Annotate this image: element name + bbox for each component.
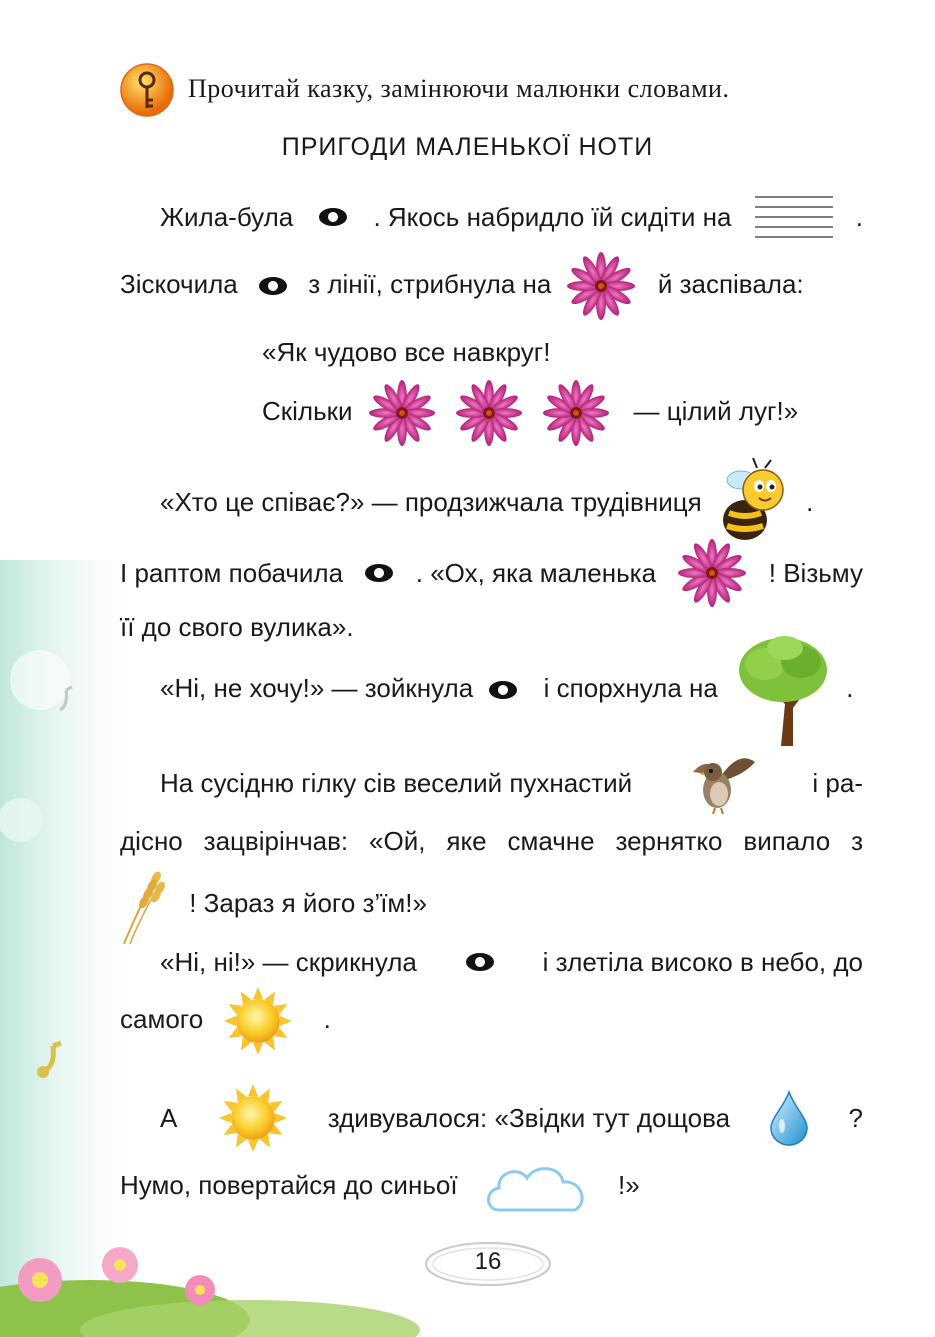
sun-icon (222, 985, 294, 1057)
story-line-1 (160, 194, 863, 240)
text: «Ні, не хочу!» — зойкнула (160, 672, 474, 703)
text: і ра- (812, 768, 863, 798)
story-title: ПРИГОДИ МАЛЕНЬКОЇ НОТИ (281, 133, 654, 161)
text: Жила-була (160, 202, 294, 232)
text: . (846, 672, 854, 703)
bird-icon (687, 752, 757, 814)
story-line-8 (160, 752, 863, 814)
note-icon (255, 275, 291, 297)
wheat-icon (116, 864, 168, 946)
decorative-flowers-bottom (0, 1210, 420, 1337)
text: з лінії, стрибнула на (308, 268, 552, 299)
text: . (855, 202, 863, 232)
staff-icon (755, 194, 833, 240)
flower-icon (675, 535, 749, 611)
story-line-14 (120, 1160, 640, 1214)
text: ! Зараз я його з’їм!» (189, 887, 427, 918)
flower-icon (368, 380, 436, 446)
instruction (120, 62, 840, 122)
text: І раптом побачила (120, 558, 344, 588)
note-icon (462, 951, 498, 973)
note-icon (316, 206, 350, 228)
flower-icon (542, 380, 610, 446)
text: !» (618, 1169, 640, 1200)
text: . Якось набридло їй сидіти на (373, 202, 732, 232)
text: самого (120, 1003, 204, 1034)
text: А (160, 1103, 178, 1133)
instruction-text: Прочитай казку, замінюючи малюнки словами. (188, 74, 730, 103)
text: . (323, 1003, 331, 1034)
story-line-10 (116, 864, 427, 946)
text: «Хто це співає?» — продзижчала трудівниця (160, 486, 702, 517)
text: На сусідню гілку сів веселий пухнастий (160, 768, 633, 798)
note-icon (362, 562, 396, 584)
note-icon (486, 679, 520, 701)
raindrop-icon (769, 1090, 809, 1146)
flower-icon (565, 252, 637, 320)
tree-icon (735, 634, 831, 746)
text: . (806, 486, 814, 517)
story-line-12 (120, 985, 331, 1057)
text: «Ні, ні!» — скрикнула (160, 947, 417, 977)
text: ! Візьму (768, 558, 863, 588)
text: ? (848, 1103, 863, 1133)
story-line-7 (160, 634, 854, 746)
text: здивувалося: «Звідки тут дощова (327, 1103, 731, 1133)
text: . «Ох, яка маленька (415, 558, 657, 588)
text: і спорхнула на (543, 672, 718, 703)
story-line-6: її до свого вулика». (120, 612, 354, 642)
page-number (423, 1240, 553, 1288)
story-line-9: дісно зацвірінчав: «Ой, яке смачне зернятко випало з (120, 826, 863, 856)
text: і злетіла високо в небо, до (542, 947, 863, 977)
story-line-13 (160, 1082, 863, 1154)
poem-line-1: «Як чудово все навкруг! (262, 337, 551, 367)
text: — цілий луг!» (633, 395, 799, 426)
cloud-icon (483, 1160, 591, 1214)
page-number-text: 16 (474, 1248, 502, 1275)
story-line-5 (120, 535, 863, 611)
text: Нумо, повертайся до синьої (120, 1169, 458, 1200)
text: Зіскочила (120, 268, 238, 299)
story-line-11 (160, 946, 863, 978)
poem-line-2 (262, 380, 798, 446)
flower-icon (455, 380, 523, 446)
sun-icon (217, 1082, 289, 1154)
text: й заспівала: (657, 268, 804, 299)
story-line-2 (120, 252, 804, 320)
key-icon (120, 62, 174, 118)
text: Скільки (262, 395, 353, 426)
